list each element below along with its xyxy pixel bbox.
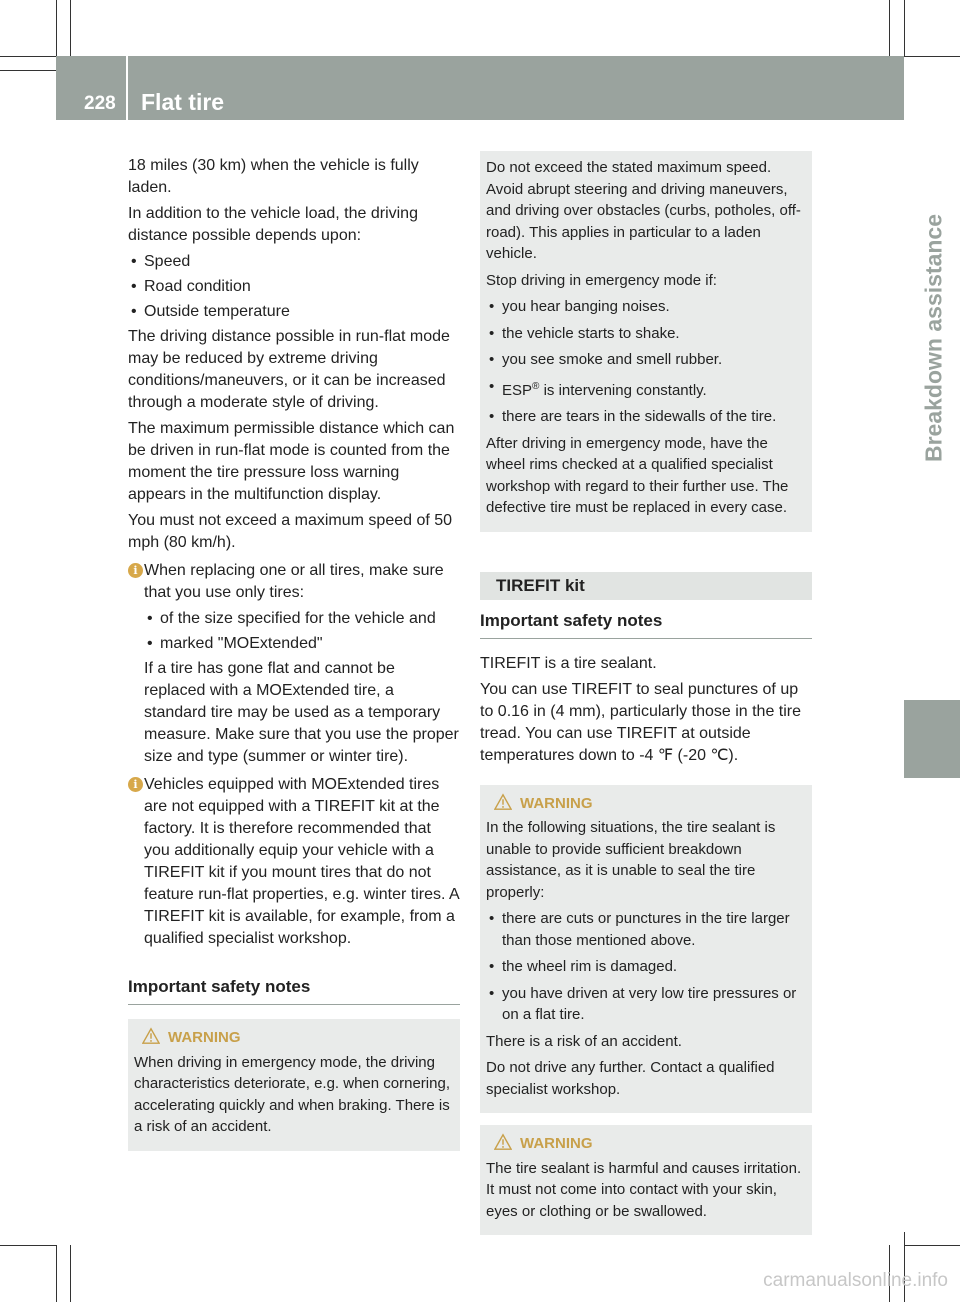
note-text: When replacing one or all tires, make sure that you use only tires: bbox=[144, 562, 444, 601]
info-icon: i bbox=[128, 777, 143, 792]
warning-text: There is a risk of an accident. bbox=[486, 1032, 682, 1050]
paragraph: The driving distance possible in run-flat mode may be reduced by extreme driving conditions/maneuvers, or it can be increased through a moderate style of driving. bbox=[128, 328, 450, 411]
warning-title bbox=[134, 1027, 452, 1049]
list-item: • you hear banging noises. bbox=[486, 296, 804, 318]
warning-text: When driving in emergency mode, the driving characteristics deteriorate, e.g. when cornering, accelerating quickly and when braking. There is a risk of an accident. bbox=[134, 1053, 450, 1135]
warning-title bbox=[486, 1133, 804, 1155]
list-item-text: is intervening constantly. bbox=[543, 381, 707, 399]
warning-label: WARNING bbox=[520, 794, 593, 812]
crop-mark bbox=[0, 56, 56, 57]
paragraph: You must not exceed a maximum speed of 50 mph (80 km/h). bbox=[128, 512, 453, 551]
crop-mark bbox=[904, 56, 960, 57]
warning-label: WARNING bbox=[168, 1029, 241, 1046]
list-item: • the wheel rim is damaged. bbox=[486, 956, 804, 978]
paragraph: The maximum permissible distance which can be driven in run-flat mode is counted from the moment the tire pressure loss warning appears in the multifunction display. bbox=[128, 420, 455, 503]
note-text: Vehicles equipped with MOExtended tires are not equipped with a TIREFIT kit at the factory. It is therefore recommended that you additionally equip your vehicle with a TIREFIT kit if you mount tires that do not feature run-flat properties, e.g. winter tires. A TIREFIT kit is available, for example, from a qualified specialist workshop. bbox=[144, 776, 459, 947]
watermark: carmanualsonline.info bbox=[763, 1270, 948, 1291]
warning-box bbox=[480, 1125, 812, 1235]
crop-mark bbox=[904, 1245, 960, 1246]
chapter-heading: TIREFIT kit bbox=[480, 572, 812, 600]
info-icon: i bbox=[128, 563, 143, 578]
page-number: 228 bbox=[84, 93, 116, 114]
warning-triangle-icon bbox=[494, 1133, 512, 1151]
crop-mark bbox=[0, 1245, 56, 1246]
section-heading: Important safety notes bbox=[128, 964, 460, 1005]
crop-mark bbox=[0, 70, 56, 71]
warning-triangle-icon bbox=[494, 793, 512, 811]
warning-label: WARNING bbox=[520, 1135, 593, 1152]
section-heading: Important safety notes bbox=[480, 604, 812, 639]
list-item: • there are tears in the sidewalls of the tire. bbox=[486, 406, 804, 428]
warning-text: Do not drive any further. Contact a qualified specialist workshop. bbox=[486, 1059, 775, 1098]
paragraph: In addition to the vehicle load, the driving distance possible depends upon: bbox=[128, 205, 418, 244]
page-title: Flat tire bbox=[141, 89, 225, 115]
crop-mark bbox=[56, 0, 57, 56]
list-item: • marked "MOExtended" bbox=[144, 633, 460, 655]
list-item: • Road condition bbox=[128, 276, 460, 298]
crop-mark bbox=[70, 1245, 71, 1302]
paragraph: Stop driving in emergency mode if: bbox=[486, 271, 717, 289]
right-column bbox=[480, 155, 812, 1239]
paragraph: After driving in emergency mode, have the wheel rims checked at a qualified specialist workshop with regard to their further use. The defective tire must be replaced in every case. bbox=[486, 434, 789, 516]
warning-text: In the following situations, the tire sealant is unable to provide sufficient breakdown assistance, as it is unable to seal the tire properly: bbox=[486, 819, 776, 901]
crop-mark bbox=[70, 0, 71, 56]
warning-box bbox=[480, 785, 812, 1114]
warning-text: The tire sealant is harmful and causes irritation. It must not come into contact with your skin, eyes or clothing or be swallowed. bbox=[486, 1159, 802, 1220]
left-column bbox=[128, 155, 460, 1155]
warning-box bbox=[128, 1019, 460, 1151]
list-item: • the vehicle starts to shake. bbox=[486, 323, 804, 345]
list-item: • there are cuts or punctures in the tire larger than those mentioned above. bbox=[486, 908, 804, 951]
esp-label: ESP bbox=[502, 381, 533, 399]
list-item: • Speed bbox=[128, 251, 460, 273]
paragraph: TIREFIT is a tire sealant. bbox=[480, 654, 657, 672]
header-divider bbox=[126, 56, 128, 120]
warning-triangle-icon bbox=[142, 1027, 160, 1045]
paragraph: 18 miles (30 km) when the vehicle is fully laden. bbox=[128, 157, 419, 196]
crop-mark bbox=[56, 1245, 57, 1302]
chapter-label: Breakdown assistance bbox=[920, 213, 947, 463]
info-note bbox=[128, 560, 460, 768]
list-item: • of the size specified for the vehicle and bbox=[144, 608, 460, 630]
note-text: If a tire has gone flat and cannot be replaced with a MOExtended tire, a standard tire may be used as a temporary measure. Make sure that you use the proper size and type (summer or winter tire). bbox=[144, 660, 459, 765]
list-item: • Outside temperature bbox=[128, 301, 460, 323]
warning-title bbox=[486, 793, 804, 815]
crop-mark bbox=[904, 0, 905, 56]
info-note bbox=[128, 774, 460, 950]
chapter-tab bbox=[904, 700, 960, 778]
warning-box-continued bbox=[480, 151, 812, 532]
list-item bbox=[486, 376, 804, 402]
paragraph: Do not exceed the stated maximum speed. Avoid abrupt steering and driving maneuvers, and driving over obstacles (curbs, potholes, off-road). This applies in particular to a laden vehicle. bbox=[486, 159, 801, 262]
list-item: • you see smoke and smell rubber. bbox=[486, 349, 804, 371]
registered-mark: ® bbox=[532, 380, 540, 392]
crop-mark bbox=[889, 0, 890, 56]
list-item: • you have driven at very low tire pressures or on a flat tire. bbox=[486, 983, 804, 1026]
paragraph: You can use TIREFIT to seal punctures of up to 0.16 in (4 mm), particularly those in the tire tread. You can use TIREFIT at outside temperatures down to -4 ℉ (-20 ℃). bbox=[480, 680, 802, 764]
